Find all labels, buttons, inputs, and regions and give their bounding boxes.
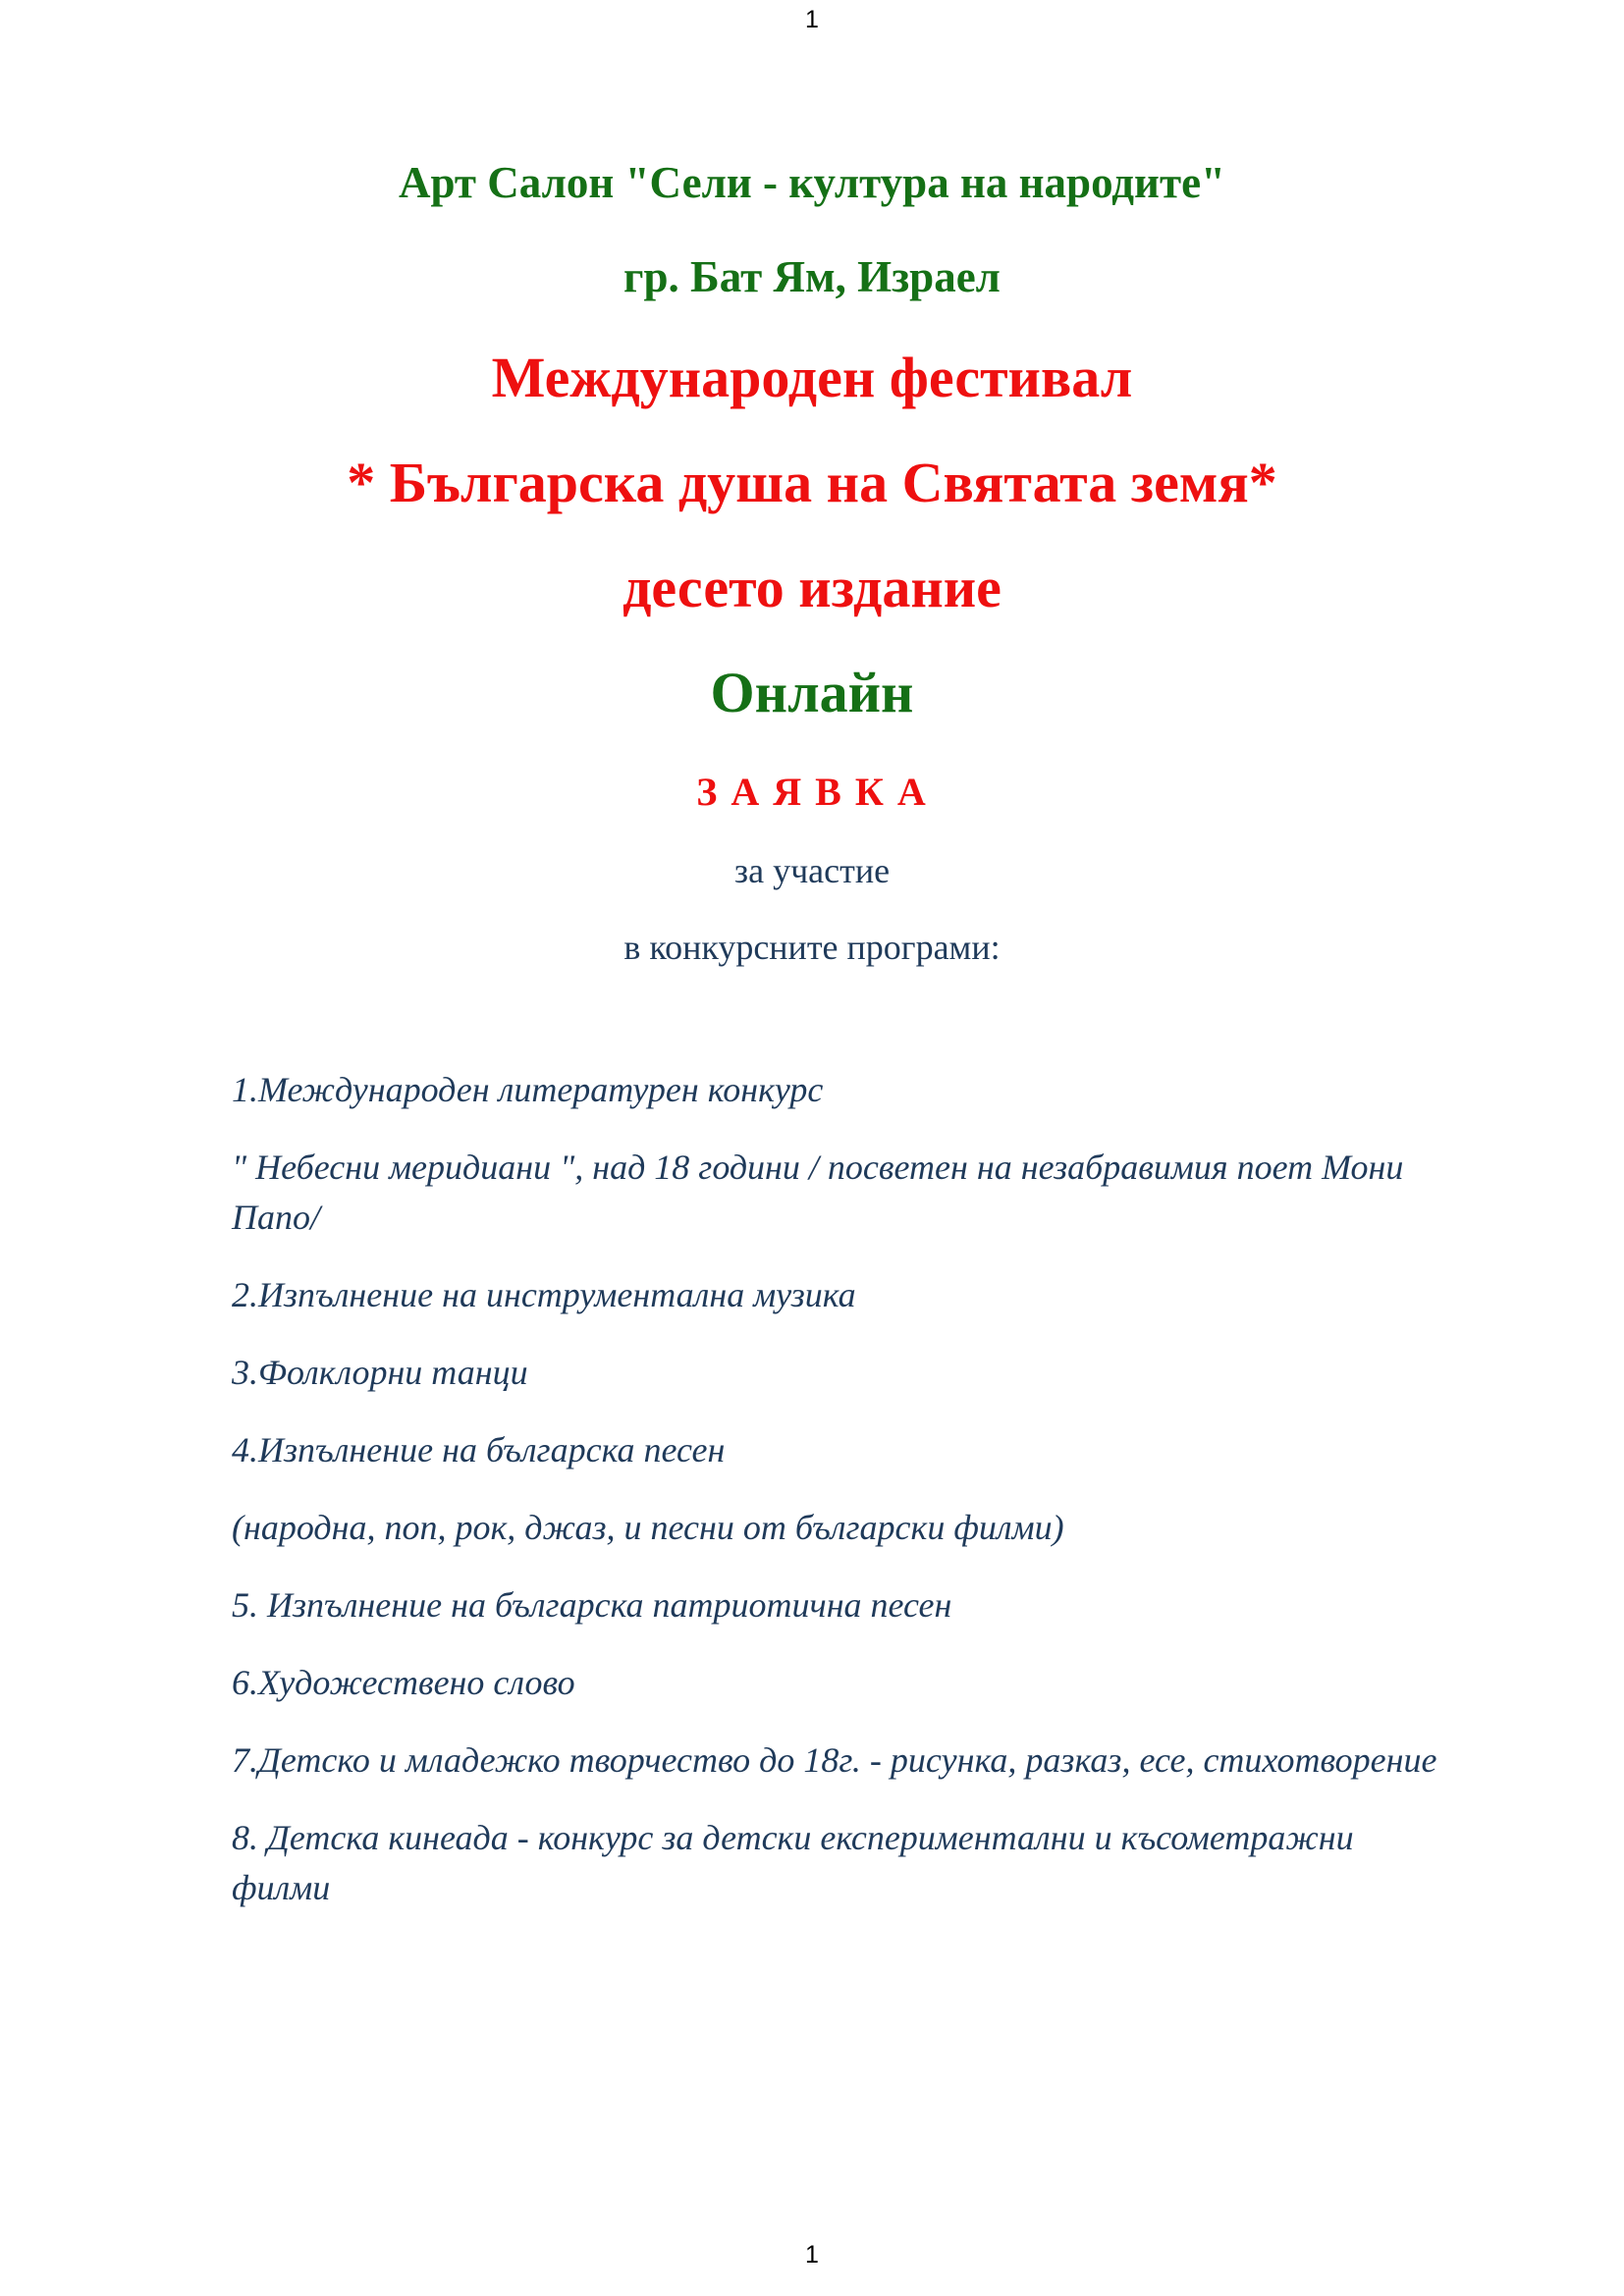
program-item: 7.Детско и младежко творчество до 18г. - рисунка, разказ, есе, стихотворение — [232, 1740, 1437, 1780]
page-number-top: 1 — [805, 6, 819, 33]
program-item: 2.Изпълнение на инструментална музика — [232, 1275, 856, 1314]
participation-line: за участие — [733, 851, 891, 890]
program-item: 8. Детска кинеада - конкурс за детски експериментални и късометражни филми — [232, 1818, 1354, 1907]
festival-name: * Българска душа на Святата земя* — [347, 451, 1277, 514]
program-item: 5. Изпълнение на българска патриотична песен — [232, 1585, 952, 1625]
festival-title: Международен фестивал — [491, 346, 1133, 409]
program-item: 1.Международен литературен конкурс — [232, 1070, 824, 1109]
online-label: Онлайн — [710, 661, 914, 724]
program-item: 6.Художествено слово — [232, 1663, 575, 1702]
salon-name: Арт Салон "Сели - култура на народите" — [398, 158, 1226, 207]
program-item: 3.Фолклорни танци — [232, 1353, 528, 1392]
program-item: (народна, поп, рок, джаз, и песни от български филми) — [232, 1508, 1064, 1547]
city-line: гр. Бат Ям, Израел — [623, 252, 1001, 301]
program-list — [232, 1065, 1449, 1941]
program-item: " Небесни меридиани ", над 18 години / посветен на незабравимия поет Мони Папо/ — [232, 1148, 1404, 1237]
edition-line: десето издание — [623, 556, 1001, 619]
application-heading: З А Я В К А — [696, 770, 928, 814]
page-number-bottom: 1 — [805, 2241, 819, 2269]
program-item: 4.Изпълнение на българска песен — [232, 1430, 726, 1469]
programs-intro: в конкурсните програми: — [623, 928, 1001, 967]
